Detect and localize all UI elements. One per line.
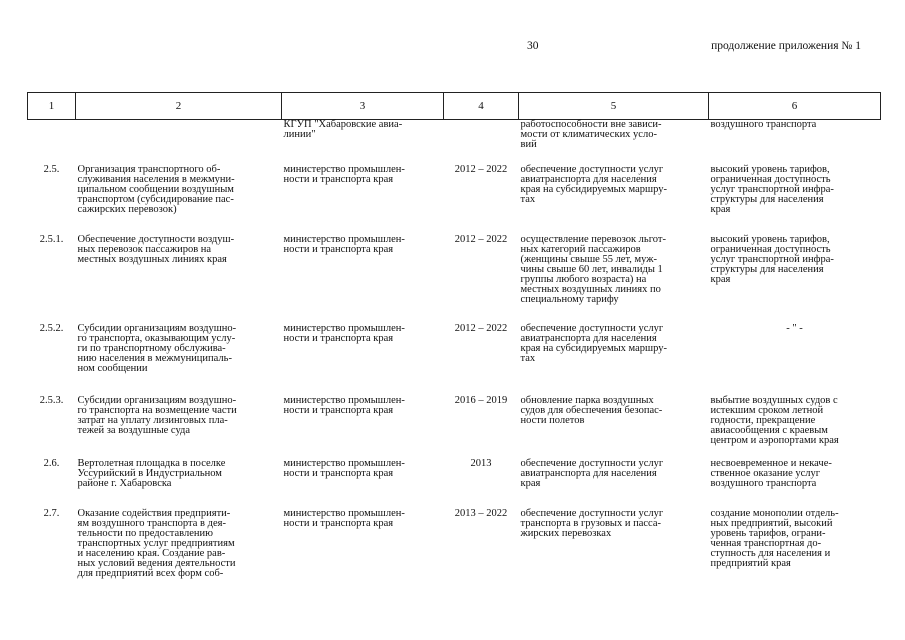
implementation-years: 2012 – 2022	[454, 164, 508, 175]
table-row	[28, 324, 881, 396]
table-row	[28, 396, 881, 459]
executor: министерство промышлен- ности и транспорта края	[283, 395, 405, 416]
column-header-1: 1	[28, 93, 76, 120]
implementation-years: 2013	[470, 458, 492, 469]
executor: КГУП "Хабаровские авиа- линии"	[283, 119, 403, 140]
row-number: 2.5.3.	[39, 395, 64, 406]
appendix-continuation-label: продолжение приложения № 1	[711, 40, 861, 52]
executor: министерство промышлен- ности и транспорта края	[283, 508, 405, 529]
executor: министерство промышлен- ности и транспорта края	[283, 234, 405, 255]
table-row	[28, 459, 881, 509]
expected-result: обновление парка воздушных судов для обеспечения безопас- ности полетов	[520, 395, 663, 426]
executor: министерство промышлен- ности и транспорта края	[283, 323, 405, 344]
row-number: 2.5.2.	[39, 323, 64, 334]
activity-name: Субсидии организациям воздушно- го транспорта, оказывающим услу- ги по транспортному обслужива- нию населения в межмуниципаль- ном сообщении	[77, 323, 237, 374]
column-header-6: 6	[709, 93, 881, 120]
non-implementation-consequences: - " -	[786, 323, 803, 334]
expected-result: обеспечение доступности услуг авиатранспорта для населения края на субсидируемых маршру- тах	[520, 323, 667, 364]
implementation-years: 2013 – 2022	[454, 508, 508, 519]
page-number: 30	[527, 40, 539, 52]
non-implementation-consequences: несвоевременное и некаче- ственное оказание услуг воздушного транспорта	[710, 458, 832, 489]
table-row	[28, 235, 881, 324]
expected-result: работоспособности вне зависи- мости от климатических усло- вий	[520, 119, 662, 150]
column-header-2: 2	[76, 93, 282, 120]
implementation-years: 2012 – 2022	[454, 234, 508, 245]
row-number: 2.6.	[43, 458, 60, 469]
column-header-5: 5	[519, 93, 709, 120]
row-number: 2.5.	[43, 164, 60, 175]
non-implementation-consequences: воздушного транспорта	[710, 119, 817, 130]
activity-name: Субсидии организациям воздушно- го транспорта на возмещение части затрат на уплату лизинговых пла- тежей за воздушные суда	[77, 395, 237, 436]
expected-result: осуществление перевозок льгот- ных категорий пассажиров (женщины свыше 55 лет, муж- чины свыше 60 лет, инвалиды 1 группы любого возраста) на местных воздушных линиях по специальному тарифу	[520, 234, 666, 305]
activity-name	[76, 120, 282, 166]
implementation-years: 2016 – 2019	[454, 395, 508, 406]
row-number: 2.7.	[43, 508, 60, 519]
non-implementation-consequences: высокий уровень тарифов, ограниченная доступность услуг транспортной инфра- структуры для населения края	[710, 164, 834, 215]
implementation-years: 2012 – 2022	[454, 323, 508, 334]
table-row	[28, 509, 881, 589]
table-row	[28, 120, 881, 166]
column-header-3: 3	[282, 93, 444, 120]
executor: министерство промышлен- ности и транспорта края	[283, 458, 405, 479]
table-row	[28, 165, 881, 235]
activity-name: Обеспечение доступности воздуш- ных перевозок пассажиров на местных воздушных линиях края	[77, 234, 235, 265]
column-header-4: 4	[444, 93, 519, 120]
program-activities-table	[27, 92, 881, 589]
non-implementation-consequences: выбытие воздушных судов с истекшим сроком летной годности, прекращение авиасообщения с краевым центром и аэропортами края	[710, 395, 839, 446]
non-implementation-consequences: высокий уровень тарифов, ограниченная доступность услуг транспортной инфра- структуры для населения края	[710, 234, 834, 285]
expected-result: обеспечение доступности услуг авиатранспорта для населения края	[520, 458, 664, 489]
expected-result: обеспечение доступности услуг транспорта в грузовых и пасса- жирских перевозках	[520, 508, 664, 539]
row-number	[28, 120, 76, 166]
activity-name: Организация транспортного об- служивания населения в межмуни- ципальном сообщении воздушным транспортом (субсидирование пас- сажирских перевозок)	[77, 164, 235, 215]
expected-result: обеспечение доступности услуг авиатранспорта для населения края на субсидируемых маршру- тах	[520, 164, 667, 205]
activity-name: Оказание содействия предприяти- ям воздушного транспорта в дея- тельности по предоставлению транспортных услуг предприятиям и населению края. Создание рав- ных условий ведения деятельности для предприятий всех форм соб-	[77, 508, 236, 579]
implementation-years	[444, 120, 519, 166]
executor: министерство промышлен- ности и транспорта края	[283, 164, 405, 185]
activity-name: Вертолетная площадка в поселке Уссурийский в Индустриальном районе г. Хабаровска	[77, 458, 226, 489]
non-implementation-consequences: создание монополии отдель- ных предприятий, высокий уровень тарифов, ограни- ченная транспортная до- ступность для населения и предприятий края	[710, 508, 839, 569]
row-number: 2.5.1.	[39, 234, 64, 245]
table-header-row	[28, 93, 881, 120]
